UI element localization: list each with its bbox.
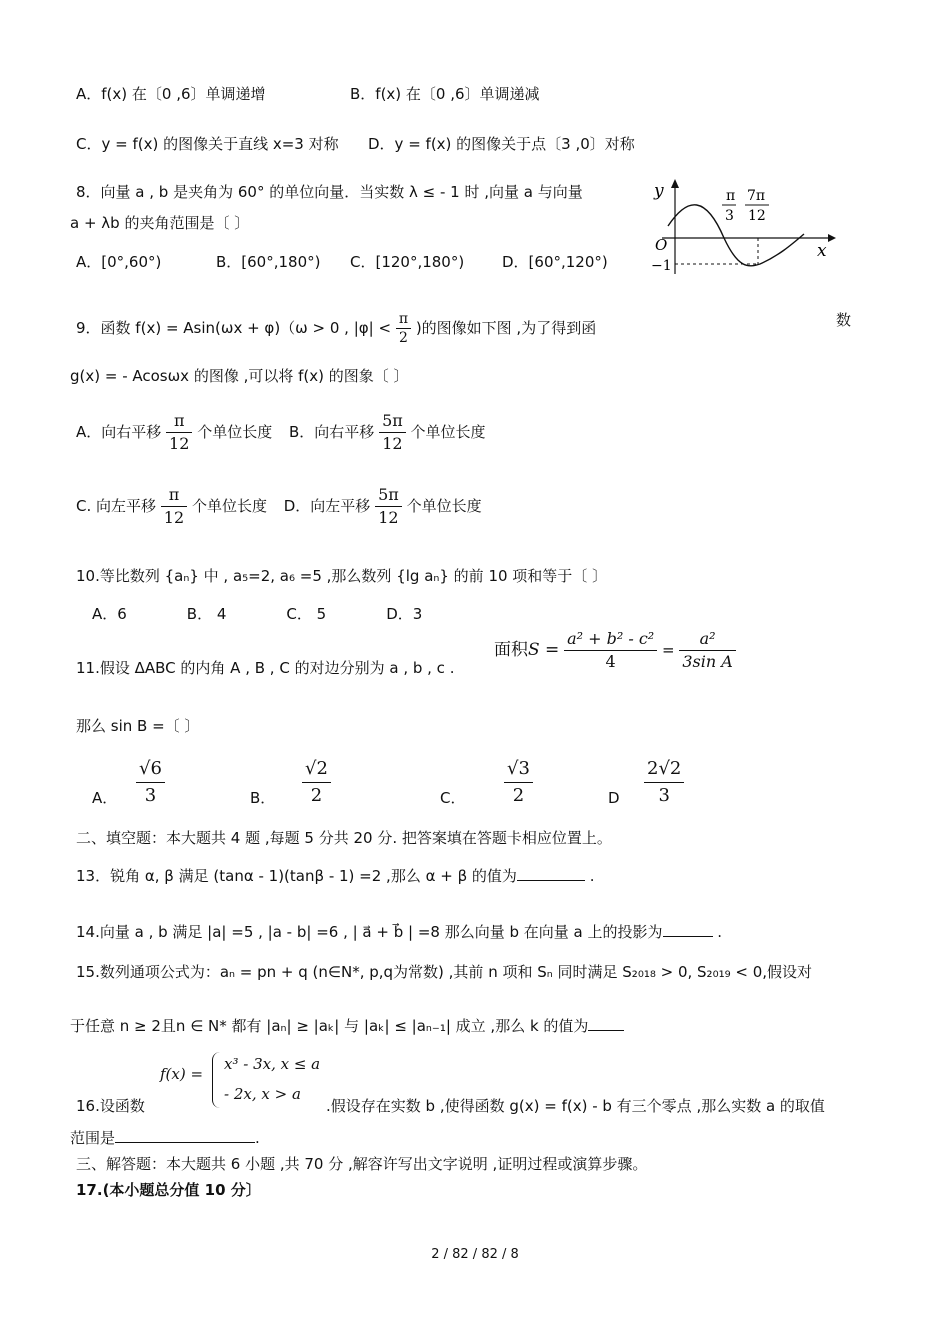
q8-stem-line1: 8．向量 a , b 是夹角为 60° 的单位向量．当实数 λ ≤ - 1 时 ,向量 a 与向量 [76,183,583,201]
q9-options-row2 [76,484,482,529]
q9-option-b-label: B．向右平移 [288,423,375,441]
q9-stem-line1 [76,310,596,347]
q15-line2: 于任意 n ≥ 2且n ∈ N* 都有 |aₙ| ≥ |aₖ| 与 |aₖ| ≤ |aₙ₋₁| 成立 ,那么 k 的值为 [70,1017,589,1035]
sine-curve [668,205,804,266]
q9-stem-part1: 9．函数 f(x) = Asin(ωx + φ)（ω > 0 , [76,319,349,337]
tick-pi-over-3-den: 3 [725,208,734,224]
q11-option-a-fraction [136,756,165,809]
q9-stem-line2: g(x) = - Acosωx 的图像 ,可以将 f(x) 的图象〔 〕 [70,367,409,385]
q14-stem: 14.向量 a , b 满足 |a| =5 , |a - b| =6 , | a⃗ + b⃗ | =8 那么向量 b 在向量 a 上的投影为 [76,923,663,941]
q11-option-d-label: D [608,789,620,807]
q9-option-a-unit: 个单位长度 [197,423,273,441]
q15-line1: 15.数列通项公式为：aₙ = pn + q (n∈N*, p,q为常数) ,其前 n 项和 Sₙ 同时满足 S₂₀₁₈ > 0, S₂₀₁₉ < 0,假设对 [76,963,813,981]
x-axis-label: x [817,241,827,261]
q10-stem: 10.等比数列 {aₙ} 中 , a₅=2, a₆ =5 ,那么数列 {lg aₙ} 的前 10 项和等于〔 〕 [76,567,608,585]
q16-lead: 16.设函数 [76,1097,145,1115]
page-footer: 2 / 82 / 82 / 8 [431,1247,519,1262]
q11-option-c-fraction [504,756,533,809]
q9-option-b-den: 12 [382,434,403,453]
q9-option-c-label: C. 向左平移 [76,497,157,515]
q11-option-a-den: 3 [144,785,157,806]
q13-answer-blank [517,866,585,881]
q16-case1: x³ - 3x, x ≤ a [224,1055,321,1073]
section-3-heading: 三、解答题：本大题共 6 小题 ,共 70 分 ,解容许写出文字说明 ,证明过程或演算步骤。 [76,1155,648,1173]
q13-stem: 13．锐角 α, β 满足 (tanα - 1)(tanβ - 1) =2 ,那么 α + β 的值为 [76,867,517,885]
q11-option-c-num: √3 [504,756,533,783]
q11-fraction-2-den: 3sin A [682,652,733,671]
q9-stem-part2: )的图像如下图 ,为了得到函 [415,319,597,337]
q9-option-c-fraction [161,484,187,529]
y-axis-arrow [671,179,679,188]
q9-option-d-unit: 个单位长度 [406,497,482,515]
q16-tail: .假设存在实数 b ,使得函数 g(x) = f(x) - b 有三个零点 ,那么实数 a 的取值 [326,1097,825,1115]
q11-option-a-num: √6 [136,756,165,783]
sine-wave-graph [648,176,838,280]
q9-option-b-num: 5π [379,410,406,433]
q9-option-c-num: π [161,484,187,507]
q9-phi-condition: |φ| < [353,319,392,337]
q11-equals: = [662,641,675,659]
q11-fraction-1 [564,628,657,673]
q10-options: A．6 B． 4 C． 5 D．3 [92,605,423,623]
q9-pi-over-2-num: π [396,310,411,329]
q7-option-a: A．f(x) 在〔0 ,6〕单调递增 [76,85,266,103]
q16-case2: - 2x, x > a [224,1085,301,1103]
q9-option-b-fraction [379,410,406,455]
q16-fx-label: f(x) = [160,1065,204,1083]
q11-option-c-label: C． [440,789,466,807]
q11-option-b-num: √2 [302,756,331,783]
q11-stem: 11.假设 ΔABC 的内角 A , B , C 的对边分别为 a , b , c . [76,659,455,677]
q9-option-a-fraction [166,410,192,455]
origin-label: O [655,236,668,254]
q8-stem-line2: a + λb 的夹角范围是〔 〕 [70,214,250,232]
q16-line2-wrap: 范围是 . [70,1129,260,1147]
tick-pi-over-3-num: π [726,188,736,204]
q11-option-c-den: 2 [512,785,525,806]
q11-option-d-den: 3 [658,785,670,806]
q14-answer-blank [663,922,713,937]
q9-option-b-unit: 个单位长度 [410,423,486,441]
q11-option-b-label: B． [250,789,276,807]
q13-line: 13．锐角 α, β 满足 (tanα - 1)(tanβ - 1) =2 ,那么 α + β 的值为 . [76,867,595,885]
q11-s-label: S = [528,640,560,660]
q9-option-d-fraction [375,484,402,529]
q8-option-b: B．[60°,180°) [216,253,321,271]
q8-option-d: D．[60°,120°) [502,253,608,271]
q9-option-c-unit: 个单位长度 [191,497,267,515]
q11-fraction-1-den: 4 [605,652,616,671]
q11-area-formula [494,628,736,673]
minus-one-label: −1 [651,258,672,274]
q9-option-a-label: A．向右平移 [76,423,162,441]
q11-option-a-label: A． [92,789,118,807]
q11-stem-line2: 那么 sin B =〔 〕 [76,717,200,735]
q9-pi-over-2-den: 2 [398,330,408,346]
q7-option-b: B．f(x) 在〔0 ,6〕单调递减 [350,85,540,103]
q11-option-b-fraction [302,756,331,809]
section-2-heading: 二、填空题：本大题共 4 题 ,每题 5 分共 20 分. 把答案填在答题卡相应位置上。 [76,829,612,847]
q9-option-d-label: D．向左平移 [283,497,371,515]
q11-fraction-1-num: a² + b² - c² [564,628,657,651]
q9-option-d-den: 12 [378,508,399,527]
q14-line: 14.向量 a , b 满足 |a| =5 , |a - b| =6 , | a⃗ + b⃗ | =8 那么向量 b 在向量 a 上的投影为 . [76,923,723,941]
q11-option-b-den: 2 [310,785,323,806]
q8-option-c: C．[120°,180°) [350,253,465,271]
q9-stem-char: 数 [836,311,852,329]
q8-option-a: A．[0°,60°) [76,253,162,271]
q11-area-label: 面积 [494,640,528,660]
tick-7pi-over-12-num: 7π [747,188,766,204]
q11-option-d-num: 2√2 [644,756,684,783]
q17-heading: 17.(本小题总分值 10 分〕 [76,1181,261,1199]
q16-piecewise-label [160,1064,203,1084]
q11-fraction-2-num: a² [679,628,735,651]
q16-answer-blank [115,1128,255,1143]
x-axis-arrow [828,234,836,242]
q7-option-d: D．y = f(x) 的图像关于点〔3 ,0〕对称 [368,135,635,153]
q15-answer-blank [588,1016,624,1031]
q9-options-row1 [76,410,486,455]
q15-line2-wrap [70,1016,624,1036]
q9-option-c-den: 12 [163,508,185,527]
q9-option-a-num: π [166,410,192,433]
q7-option-c: C．y = f(x) 的图像关于直线 x=3 对称 [76,135,339,153]
q11-option-d-fraction [644,756,684,809]
q9-pi-over-2 [396,310,411,347]
tick-7pi-over-12-den: 12 [748,208,766,224]
q9-option-d-num: 5π [375,484,402,507]
q16-line2: 范围是 [70,1129,116,1147]
q9-option-a-den: 12 [169,434,190,453]
q16-brace [212,1052,223,1108]
q11-fraction-2 [679,628,735,673]
y-axis-label: y [654,181,664,201]
